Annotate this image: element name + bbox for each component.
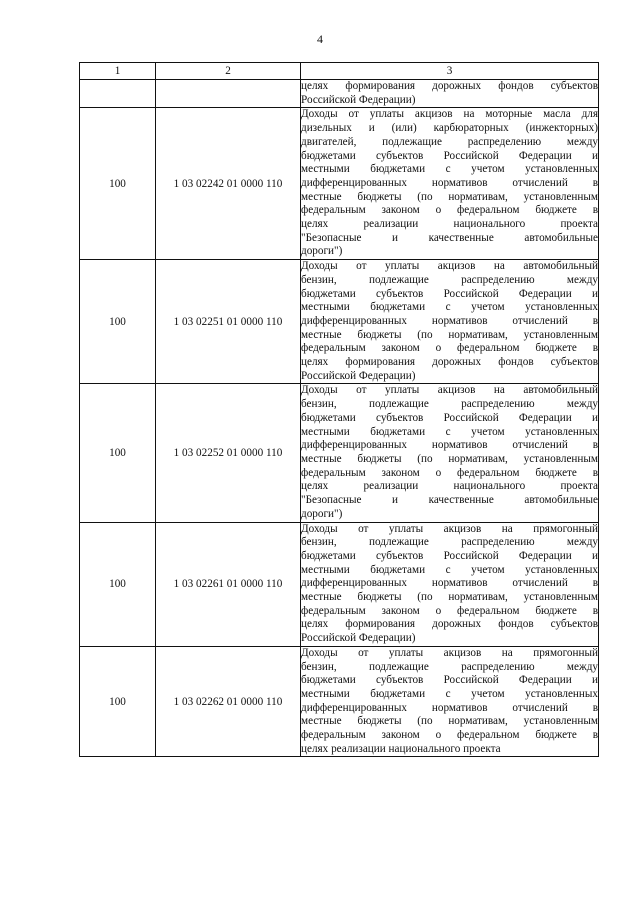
description-line: федеральным законом о федеральном бюджете в: [301, 604, 598, 617]
description-line: дифференцированных нормативов отчислений в: [301, 176, 598, 189]
description-line: целях реализации национального проекта: [301, 742, 501, 755]
table-row: [80, 384, 599, 522]
table-row: [80, 522, 599, 646]
description-line: целях формирования дорожных фондов субъектов: [301, 356, 598, 369]
description-line: бензин, подлежащие распределению между: [301, 398, 598, 411]
admin-code-cell: 100: [80, 108, 156, 260]
description-line: бензин, подлежащие распределению между: [301, 273, 598, 286]
revenue-description-cell: [301, 80, 599, 108]
description-line: бюджетами субъектов Российской Федерации и: [301, 411, 598, 424]
description-line: Российской Федерации): [301, 93, 416, 106]
description-line: двигателей, подлежащие распределению между: [301, 135, 598, 148]
description-line: Доходы от уплаты акцизов на прямогонный: [301, 522, 598, 535]
description-line: местными бюджетами с учетом установленных: [301, 563, 598, 576]
description-line: дороги"): [301, 245, 343, 258]
description-line: дороги"): [301, 507, 343, 520]
admin-code-cell: 100: [80, 384, 156, 522]
budget-classification-code-cell: 1 03 02242 01 0000 110: [156, 108, 301, 260]
description-line: Российской Федерации): [301, 632, 416, 645]
description-line: местные бюджеты (по нормативам, установленным: [301, 452, 598, 465]
description-line: бюджетами субъектов Российской Федерации и: [301, 149, 598, 162]
admin-code-cell: 100: [80, 260, 156, 384]
budget-classification-code-cell: 1 03 02251 01 0000 110: [156, 260, 301, 384]
column-header-1: 1: [80, 63, 156, 80]
description-line: дифференцированных нормативов отчислений в: [301, 439, 598, 452]
description-line: бензин, подлежащие распределению между: [301, 536, 598, 549]
column-header-3: 3: [301, 63, 599, 80]
description-line: дифференцированных нормативов отчислений в: [301, 701, 598, 714]
description-line: местными бюджетами с учетом установленных: [301, 163, 598, 176]
budget-classification-code-cell: 1 03 02262 01 0000 110: [156, 646, 301, 757]
description-line: бюджетами субъектов Российской Федерации и: [301, 549, 598, 562]
description-line: бюджетами субъектов Российской Федерации и: [301, 287, 598, 300]
budget-classification-code-cell: [156, 80, 301, 108]
admin-code-cell: 100: [80, 522, 156, 646]
description-line: целях формирования дорожных фондов субъектов: [301, 80, 598, 92]
revenue-description-cell: [301, 260, 599, 384]
description-line: местные бюджеты (по нормативам, установленным: [301, 715, 598, 728]
table-row: [80, 260, 599, 384]
description-line: федеральным законом о федеральном бюджете в: [301, 466, 598, 479]
description-line: местными бюджетами с учетом установленных: [301, 301, 598, 314]
description-line: целях реализации национального проекта: [301, 480, 598, 493]
description-line: "Безопасные и качественные автомобильные: [301, 231, 598, 244]
description-line: "Безопасные и качественные автомобильные: [301, 494, 598, 507]
description-line: бюджетами субъектов Российской Федерации и: [301, 674, 598, 687]
description-line: целях формирования дорожных фондов субъектов: [301, 618, 598, 631]
column-header-2: 2: [156, 63, 301, 80]
revenue-description-cell: [301, 384, 599, 522]
table-row: [80, 646, 599, 757]
page-number: 4: [317, 32, 323, 46]
description-line: федеральным законом о федеральном бюджете в: [301, 342, 598, 355]
description-line: федеральным законом о федеральном бюджете в: [301, 204, 598, 217]
table-body: [80, 80, 599, 757]
budget-classification-code-cell: 1 03 02252 01 0000 110: [156, 384, 301, 522]
revenue-description-cell: [301, 522, 599, 646]
admin-code-cell: 100: [80, 646, 156, 757]
description-line: дизельных и (или) карбюраторных (инжекторных): [301, 122, 598, 135]
description-line: целях реализации национального проекта: [301, 218, 598, 231]
description-line: местными бюджетами с учетом установленных: [301, 687, 598, 700]
revenue-description-cell: [301, 108, 599, 260]
description-line: местные бюджеты (по нормативам, установленным: [301, 591, 598, 604]
description-line: Доходы от уплаты акцизов на автомобильный: [301, 260, 598, 273]
description-line: местные бюджеты (по нормативам, установленным: [301, 190, 598, 203]
description-line: местные бюджеты (по нормативам, установленным: [301, 328, 598, 341]
description-line: Российской Федерации): [301, 369, 416, 382]
table-row: [80, 108, 599, 260]
admin-code-cell: [80, 80, 156, 108]
description-line: бензин, подлежащие распределению между: [301, 660, 598, 673]
description-line: дифференцированных нормативов отчислений в: [301, 314, 598, 327]
description-line: дифференцированных нормативов отчислений в: [301, 577, 598, 590]
table-header-row: [80, 63, 599, 80]
description-line: федеральным законом о федеральном бюджете в: [301, 729, 598, 742]
description-line: Доходы от уплаты акцизов на моторные масла для: [301, 108, 598, 121]
table-row: [80, 80, 599, 108]
revenue-codes-table: [79, 62, 599, 757]
description-line: местными бюджетами с учетом установленных: [301, 425, 598, 438]
budget-classification-code-cell: 1 03 02261 01 0000 110: [156, 522, 301, 646]
description-line: Доходы от уплаты акцизов на автомобильный: [301, 384, 598, 397]
description-line: Доходы от уплаты акцизов на прямогонный: [301, 646, 598, 659]
revenue-description-cell: [301, 646, 599, 757]
